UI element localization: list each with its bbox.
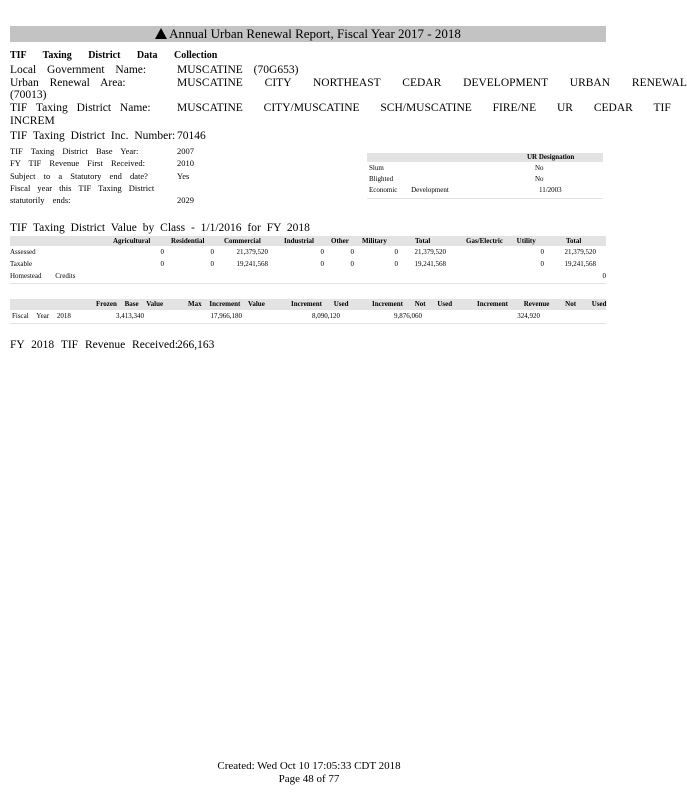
cell: 3,413,340 xyxy=(116,312,144,320)
cell: 0 xyxy=(320,260,324,268)
col-header: Increment Revenue Not Used xyxy=(477,300,607,308)
cell: 0 xyxy=(210,248,214,256)
inc-number-label: TIF Taxing District Inc. Number: xyxy=(10,130,176,142)
statutory-value: Yes xyxy=(177,171,190,181)
increment-table-header xyxy=(10,299,606,310)
report-title: Annual Urban Renewal Report, Fiscal Year 2017 - 2018 xyxy=(169,26,461,41)
designation-header-bar xyxy=(367,153,603,162)
designation-header: UR Designation xyxy=(527,153,575,161)
col-header: Gas/Electric Utility xyxy=(466,237,536,245)
col-header: Increment Not Used xyxy=(372,300,453,308)
col-header: Increment Used xyxy=(291,300,349,308)
cell: 9,876,060 xyxy=(394,312,422,320)
cell: 21,379,520 xyxy=(564,248,596,256)
table-row xyxy=(10,260,606,271)
designation-label: Blighted xyxy=(369,175,394,183)
triangle-icon xyxy=(155,28,167,39)
row-label: Taxable xyxy=(10,260,33,268)
cell: 0 xyxy=(394,260,398,268)
cell: 21,379,520 xyxy=(236,248,268,256)
homestead-row xyxy=(10,272,606,284)
col-header: Total xyxy=(566,237,582,245)
cell: 0 xyxy=(350,248,354,256)
col-header: Other xyxy=(331,237,349,245)
row-label: Assessed xyxy=(10,248,36,256)
ends-value: 2029 xyxy=(177,195,194,205)
col-header: Industrial xyxy=(284,237,314,245)
designation-value: 11/2003 xyxy=(539,186,562,194)
value-by-class-title: TIF Taxing District Value by Class - 1/1/2016 for FY 2018 xyxy=(10,222,310,234)
table-row xyxy=(10,248,606,259)
revenue-label: FY 2018 TIF Revenue Received: xyxy=(10,339,179,351)
col-header: Total xyxy=(415,237,431,245)
cell: 324,920 xyxy=(517,312,540,320)
cell: 21,379,520 xyxy=(414,248,446,256)
cell: 0 xyxy=(350,260,354,268)
cell: 19,241,568 xyxy=(564,260,596,268)
cell: 19,241,568 xyxy=(236,260,268,268)
cell: 0 xyxy=(540,248,544,256)
cell: 0 xyxy=(160,248,164,256)
section-title: TIF Taxing District Data Collection xyxy=(10,50,218,61)
col-header: Max Increment Value xyxy=(188,300,265,308)
designation-value: No xyxy=(535,175,544,183)
ends-label-2: statutorily ends: xyxy=(10,195,71,205)
inc-number-value: 70146 xyxy=(177,130,206,142)
value-table-header xyxy=(10,236,606,246)
col-header: Agricultural xyxy=(113,237,151,245)
col-header: Commercial xyxy=(224,237,261,245)
col-header: Frozen Base Value xyxy=(96,300,164,308)
base-year-value: 2007 xyxy=(177,146,194,156)
report-title-banner xyxy=(10,26,606,42)
tif-name-value: MUSCATINE CITY/MUSCATINE SCH/MUSCATINE FIRE/NE UR CEDAR TIF xyxy=(177,102,671,114)
designation-label: Economic Development xyxy=(369,186,449,194)
first-received-value: 2010 xyxy=(177,158,194,168)
cell: 0 xyxy=(160,260,164,268)
revenue-value: 266,163 xyxy=(177,339,215,351)
base-year-label: TIF Taxing District Base Year: xyxy=(10,146,139,156)
table-row xyxy=(10,312,606,324)
designation-table xyxy=(367,162,603,199)
ura-value: MUSCATINE CITY NORTHEAST CEDAR DEVELOPMENT URBAN RENEWAL xyxy=(177,77,687,89)
cell: 17,966,180 xyxy=(210,312,242,320)
homestead-label: Homestead Credits xyxy=(10,272,76,280)
ends-label-1: Fiscal year this TIF Taxing District xyxy=(10,183,155,193)
footer-created: Created: Wed Oct 10 17:05:33 CDT 2018 xyxy=(217,760,401,772)
cell: 0 xyxy=(210,260,214,268)
tif-name-cont: INCREM xyxy=(10,115,55,127)
cell: 0 xyxy=(394,248,398,256)
local-gov-label: Local Government Name: xyxy=(10,64,147,76)
cell: 0 xyxy=(320,248,324,256)
cell: 0 xyxy=(540,260,544,268)
designation-value: No xyxy=(535,164,544,172)
tif-name-label: TIF Taxing District Name: xyxy=(10,102,151,114)
col-header: Residential xyxy=(171,237,205,245)
ura-label: Urban Renewal Area: xyxy=(10,77,126,89)
designation-label: Slum xyxy=(369,164,384,172)
ura-code: (70013) xyxy=(10,89,47,101)
cell: 19,241,568 xyxy=(414,260,446,268)
cell: 8,090,120 xyxy=(312,312,340,320)
first-received-label: FY TIF Revenue First Received: xyxy=(10,158,145,168)
local-gov-value: MUSCATINE (70G653) xyxy=(177,64,299,76)
statutory-label: Subject to a Statutory end date? xyxy=(10,171,148,181)
footer-page: Page 48 of 77 xyxy=(278,773,340,785)
row-label: Fiscal Year 2018 xyxy=(12,312,71,320)
homestead-value: 0 xyxy=(602,272,606,280)
col-header: Military xyxy=(362,237,387,245)
